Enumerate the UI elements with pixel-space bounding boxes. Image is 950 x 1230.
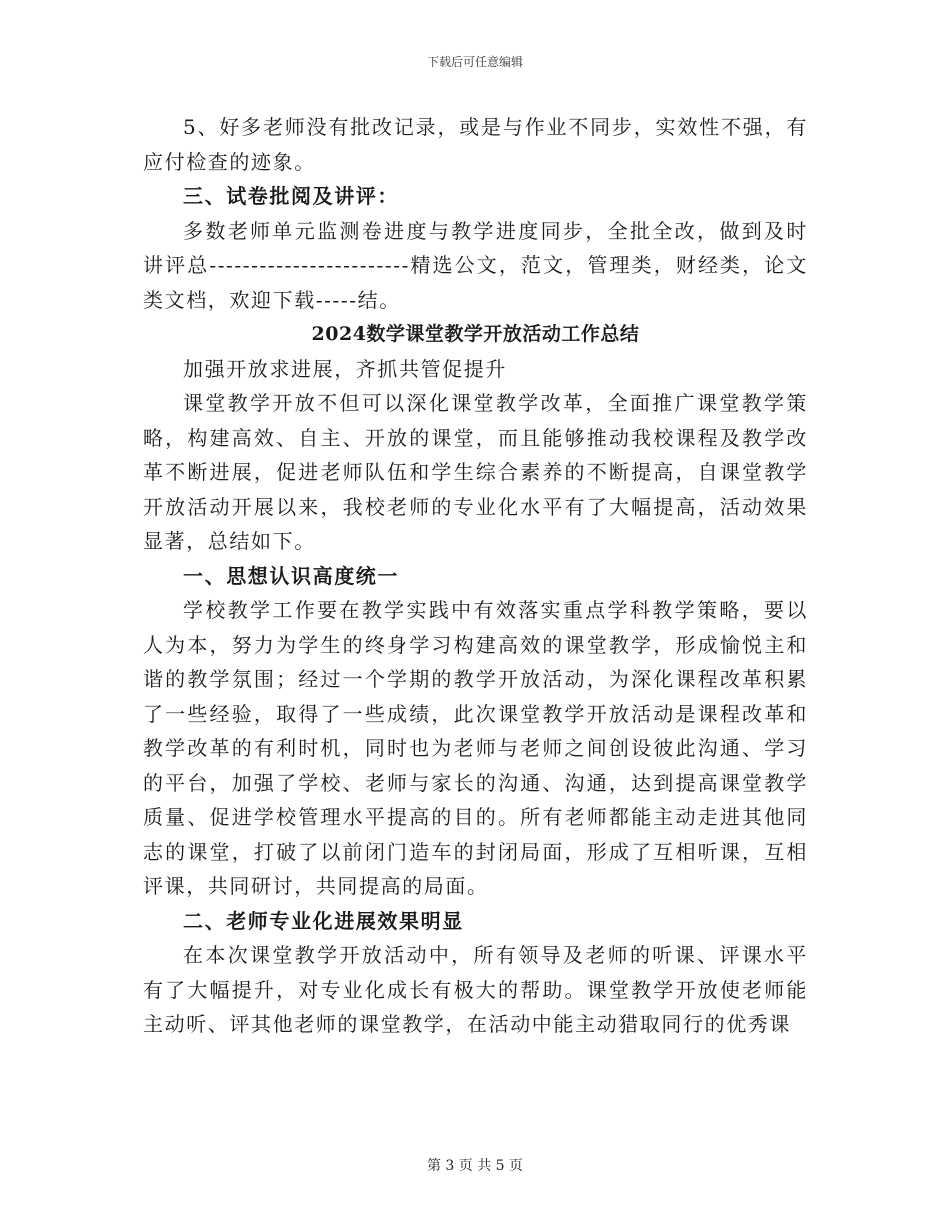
paragraph-item-5: 5、好多老师没有批改记录，或是与作业不同步，实效性不强，有应付检查的迹象。 (143, 115, 808, 174)
page-footer: 第 3 页 共 5 页 (426, 1158, 524, 1174)
document-title: 2024数学课堂教学开放活动工作总结 (311, 323, 640, 345)
page-header: 下载后可任意编辑 (426, 55, 523, 69)
document-subtitle: 加强开放求进展，齐抓共管促提升 (183, 356, 507, 381)
section-heading-1: 一、思想认识高度统一 (183, 563, 399, 588)
document-body (143, 110, 808, 1042)
paragraph-exam-review: 多数老师单元监测卷进度与教学进度同步，全批全改，做到及时讲评总------------------------精选公文，范文，管理类，财经类，论文类文档，欢迎下载-----结。 (143, 218, 808, 312)
paragraph-intro: 课堂教学开放不但可以深化课堂教学改革，全面推广课堂教学策略，构建高效、自主、开放的课堂，而且能够推动我校课程及教学改革不断进展，促进老师队伍和学生综合素养的不断提高，自课堂教学开放活动开展以来，我校老师的专业化水平有了大幅提高，活动效果显著，总结如下。 (143, 391, 808, 553)
paragraph-section-1: 学校教学工作要在教学实践中有效落实重点学科教学策略，要以人为本，努力为学生的终身学习构建高效的课堂教学，形成愉悦主和谐的教学氛围；经过一个学期的教学开放活动，为深化课程改革积累了一些经验，取得了一些成绩，此次课堂教学开放活动是课程改革和教学改革的有利时机，同时也为老师与老师之间创设彼此沟通、学习的平台，加强了学校、老师与家长的沟通、沟通，达到提高课堂教学质量、促进学校管理水平提高的目的。所有老师都能主动走进其他同志的课堂，打破了以前闭门造车的封闭局面，形成了互相听课，互相评课，共同研讨，共同提高的局面。 (143, 598, 808, 898)
paragraph-section-2: 在本次课堂教学开放活动中，所有领导及老师的听课、评课水平有了大幅提升，对专业化成长有极大的帮助。课堂教学开放使老师能主动听、评其他老师的课堂教学，在活动中能主动猎取同行的优秀课 (143, 943, 808, 1036)
section-heading-2: 二、老师专业化进展效果明显 (183, 908, 464, 933)
section-heading-3: 三、试卷批阅及讲评： (183, 184, 399, 208)
